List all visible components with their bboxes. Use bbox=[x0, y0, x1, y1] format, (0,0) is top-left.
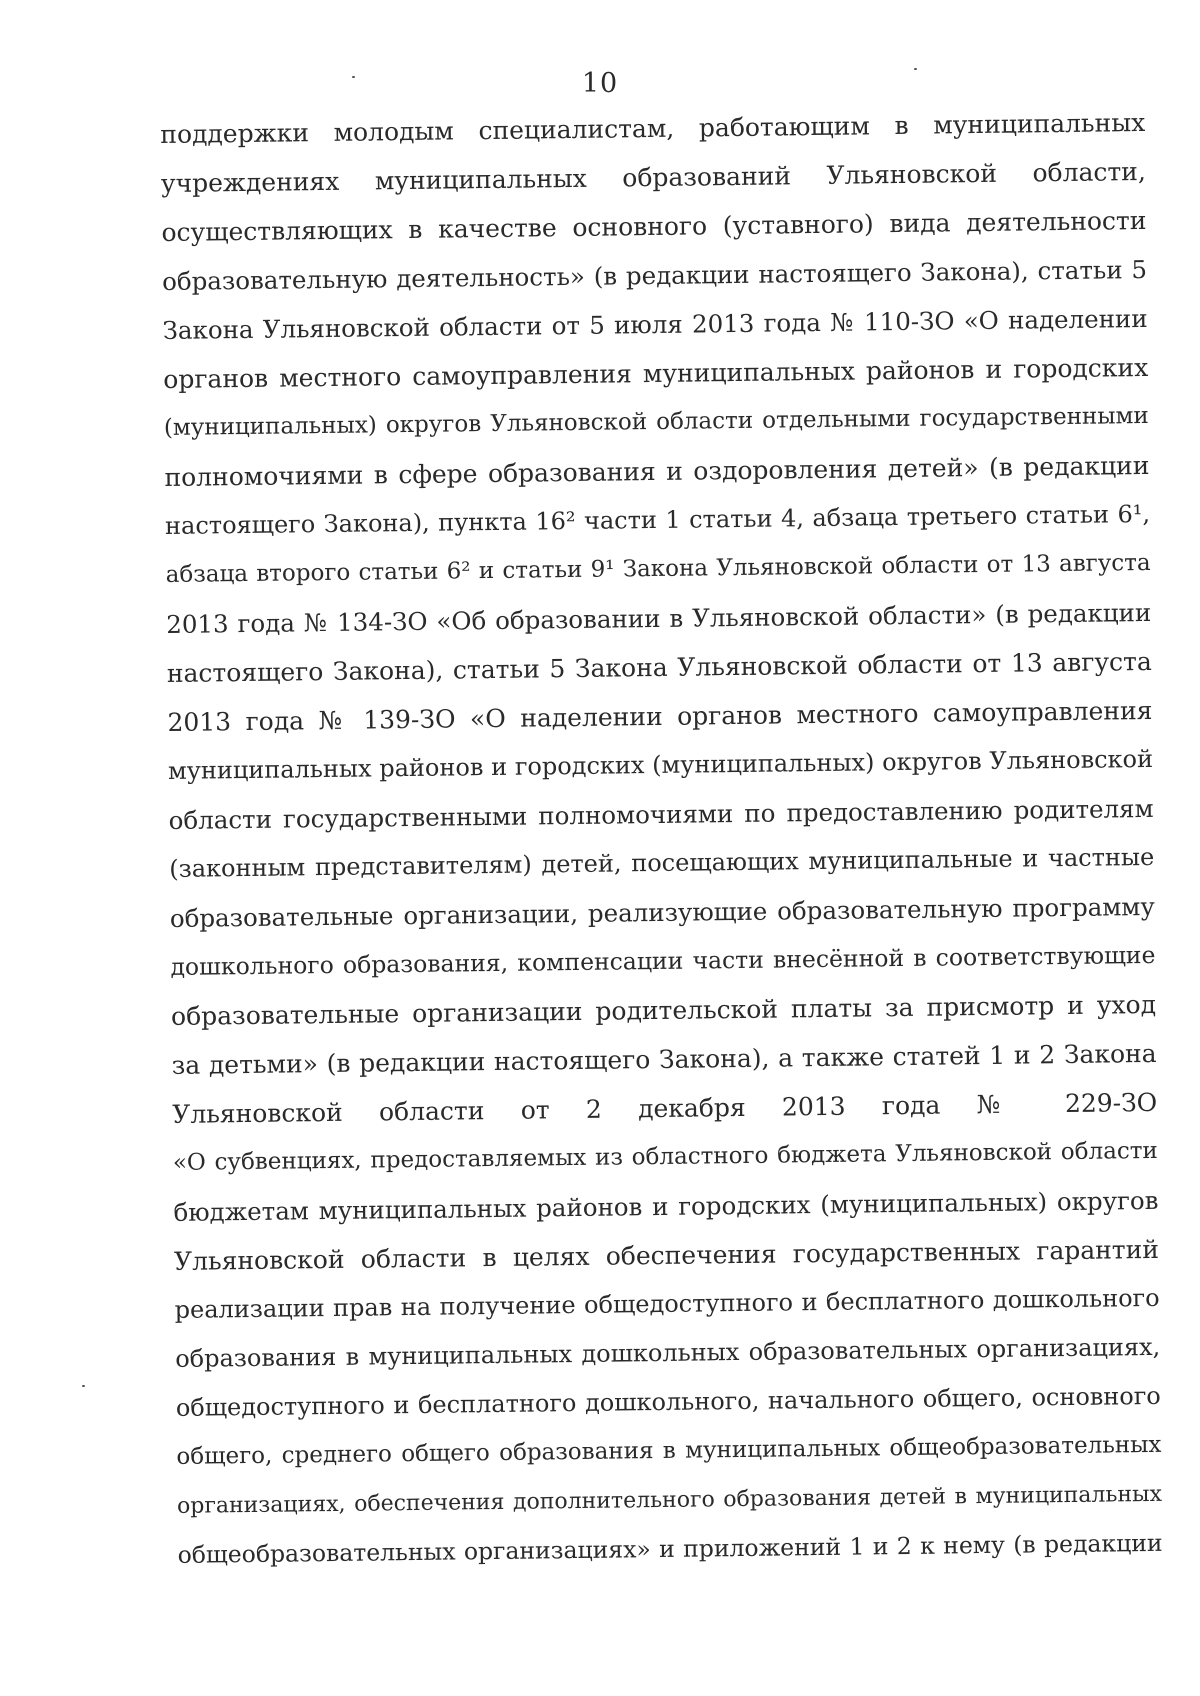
text-line: (муниципальных) округов Ульяновской области отдельными государственными bbox=[163, 402, 1149, 441]
text-line: абзаца второго статьи 6² и статьи 9¹ Закона Ульяновской области от 13 августа bbox=[165, 549, 1151, 588]
text-line: общеобразовательных организациях» и приложений 1 и 2 к нему (в редакции bbox=[177, 1528, 1163, 1569]
scan-speck bbox=[352, 76, 355, 78]
text-line: муниципальных районов и городских (муниципальных) округов Ульяновской bbox=[167, 744, 1154, 785]
text-line: области государственными полномочиями по предоставлению родителям bbox=[168, 793, 1154, 835]
scan-speck bbox=[914, 68, 917, 70]
text-line: образовательные организации, реализующие образовательную программу bbox=[169, 891, 1155, 933]
scan-speck bbox=[82, 1385, 85, 1387]
text-line: Закона Ульяновской области от 5 июля 2013 года № 110-ЗО «О наделении bbox=[162, 303, 1148, 345]
text-line: «О субвенциях, предоставляемых из областного бюджета Ульяновской области bbox=[172, 1137, 1158, 1176]
text-line: общедоступного и бесплатного дошкольного, начального общего, основного bbox=[175, 1381, 1161, 1422]
text-line: образовательные организации родительской платы за присмотр и уход bbox=[170, 989, 1157, 1031]
text-line: учреждениях муниципальных образований Ульяновской области, bbox=[160, 156, 1147, 198]
text-line: 2013 года № 139-ЗО «О наделении органов местного самоуправления bbox=[167, 695, 1153, 737]
text-line: осуществляющих в качестве основного (уставного) вида деятельности bbox=[161, 205, 1147, 247]
text-line: организациях, обеспечения дополнительного образования детей в муниципальных bbox=[176, 1481, 1163, 1519]
text-line: поддержки молодым специалистам, работающим в муниципальных bbox=[160, 107, 1146, 149]
text-line: настоящего Закона), пункта 16² части 1 статьи 4, абзаца третьего статьи 6¹, bbox=[164, 499, 1151, 540]
text-line: бюджетам муниципальных районов и городских (муниципальных) округов bbox=[173, 1185, 1159, 1227]
text-line: 2013 года № 134-ЗО «Об образовании в Ульяновской области» (в редакции bbox=[166, 597, 1152, 639]
text-line: образования в муниципальных дошкольных образовательных организациях, bbox=[175, 1332, 1161, 1373]
text-line: Ульяновской области в целях обеспечения государственных гарантий bbox=[173, 1234, 1160, 1276]
body-text bbox=[160, 98, 1163, 1580]
text-line: образовательную деятельность» (в редакции настоящего Закона), статьи 5 bbox=[161, 254, 1148, 296]
text-line: Ульяновской области от 2 декабря 2013 года № 229-ЗО bbox=[172, 1087, 1158, 1129]
text-line: за детьми» (в редакции настоящего Закона), а также статей 1 и 2 Закона bbox=[171, 1038, 1157, 1080]
text-line: (законным представителям) детей, посещающих муниципальные и частные bbox=[169, 842, 1155, 883]
text-line: настоящего Закона), статьи 5 Закона Ульяновской области от 13 августа bbox=[166, 646, 1152, 688]
text-line: общего, среднего общего образования в муниципальных общеобразовательных bbox=[176, 1431, 1162, 1470]
text-line: органов местного самоуправления муниципальных районов и городских bbox=[163, 352, 1149, 394]
page-number: 10 bbox=[581, 68, 619, 99]
text-line: реализации прав на получение общедоступного и бесплатного дошкольного bbox=[174, 1283, 1160, 1324]
text-line: полномочиями в сфере образования и оздоровления детей» (в редакции bbox=[164, 450, 1150, 492]
text-line: дошкольного образования, компенсации части внесённой в соответствующие bbox=[170, 940, 1156, 981]
